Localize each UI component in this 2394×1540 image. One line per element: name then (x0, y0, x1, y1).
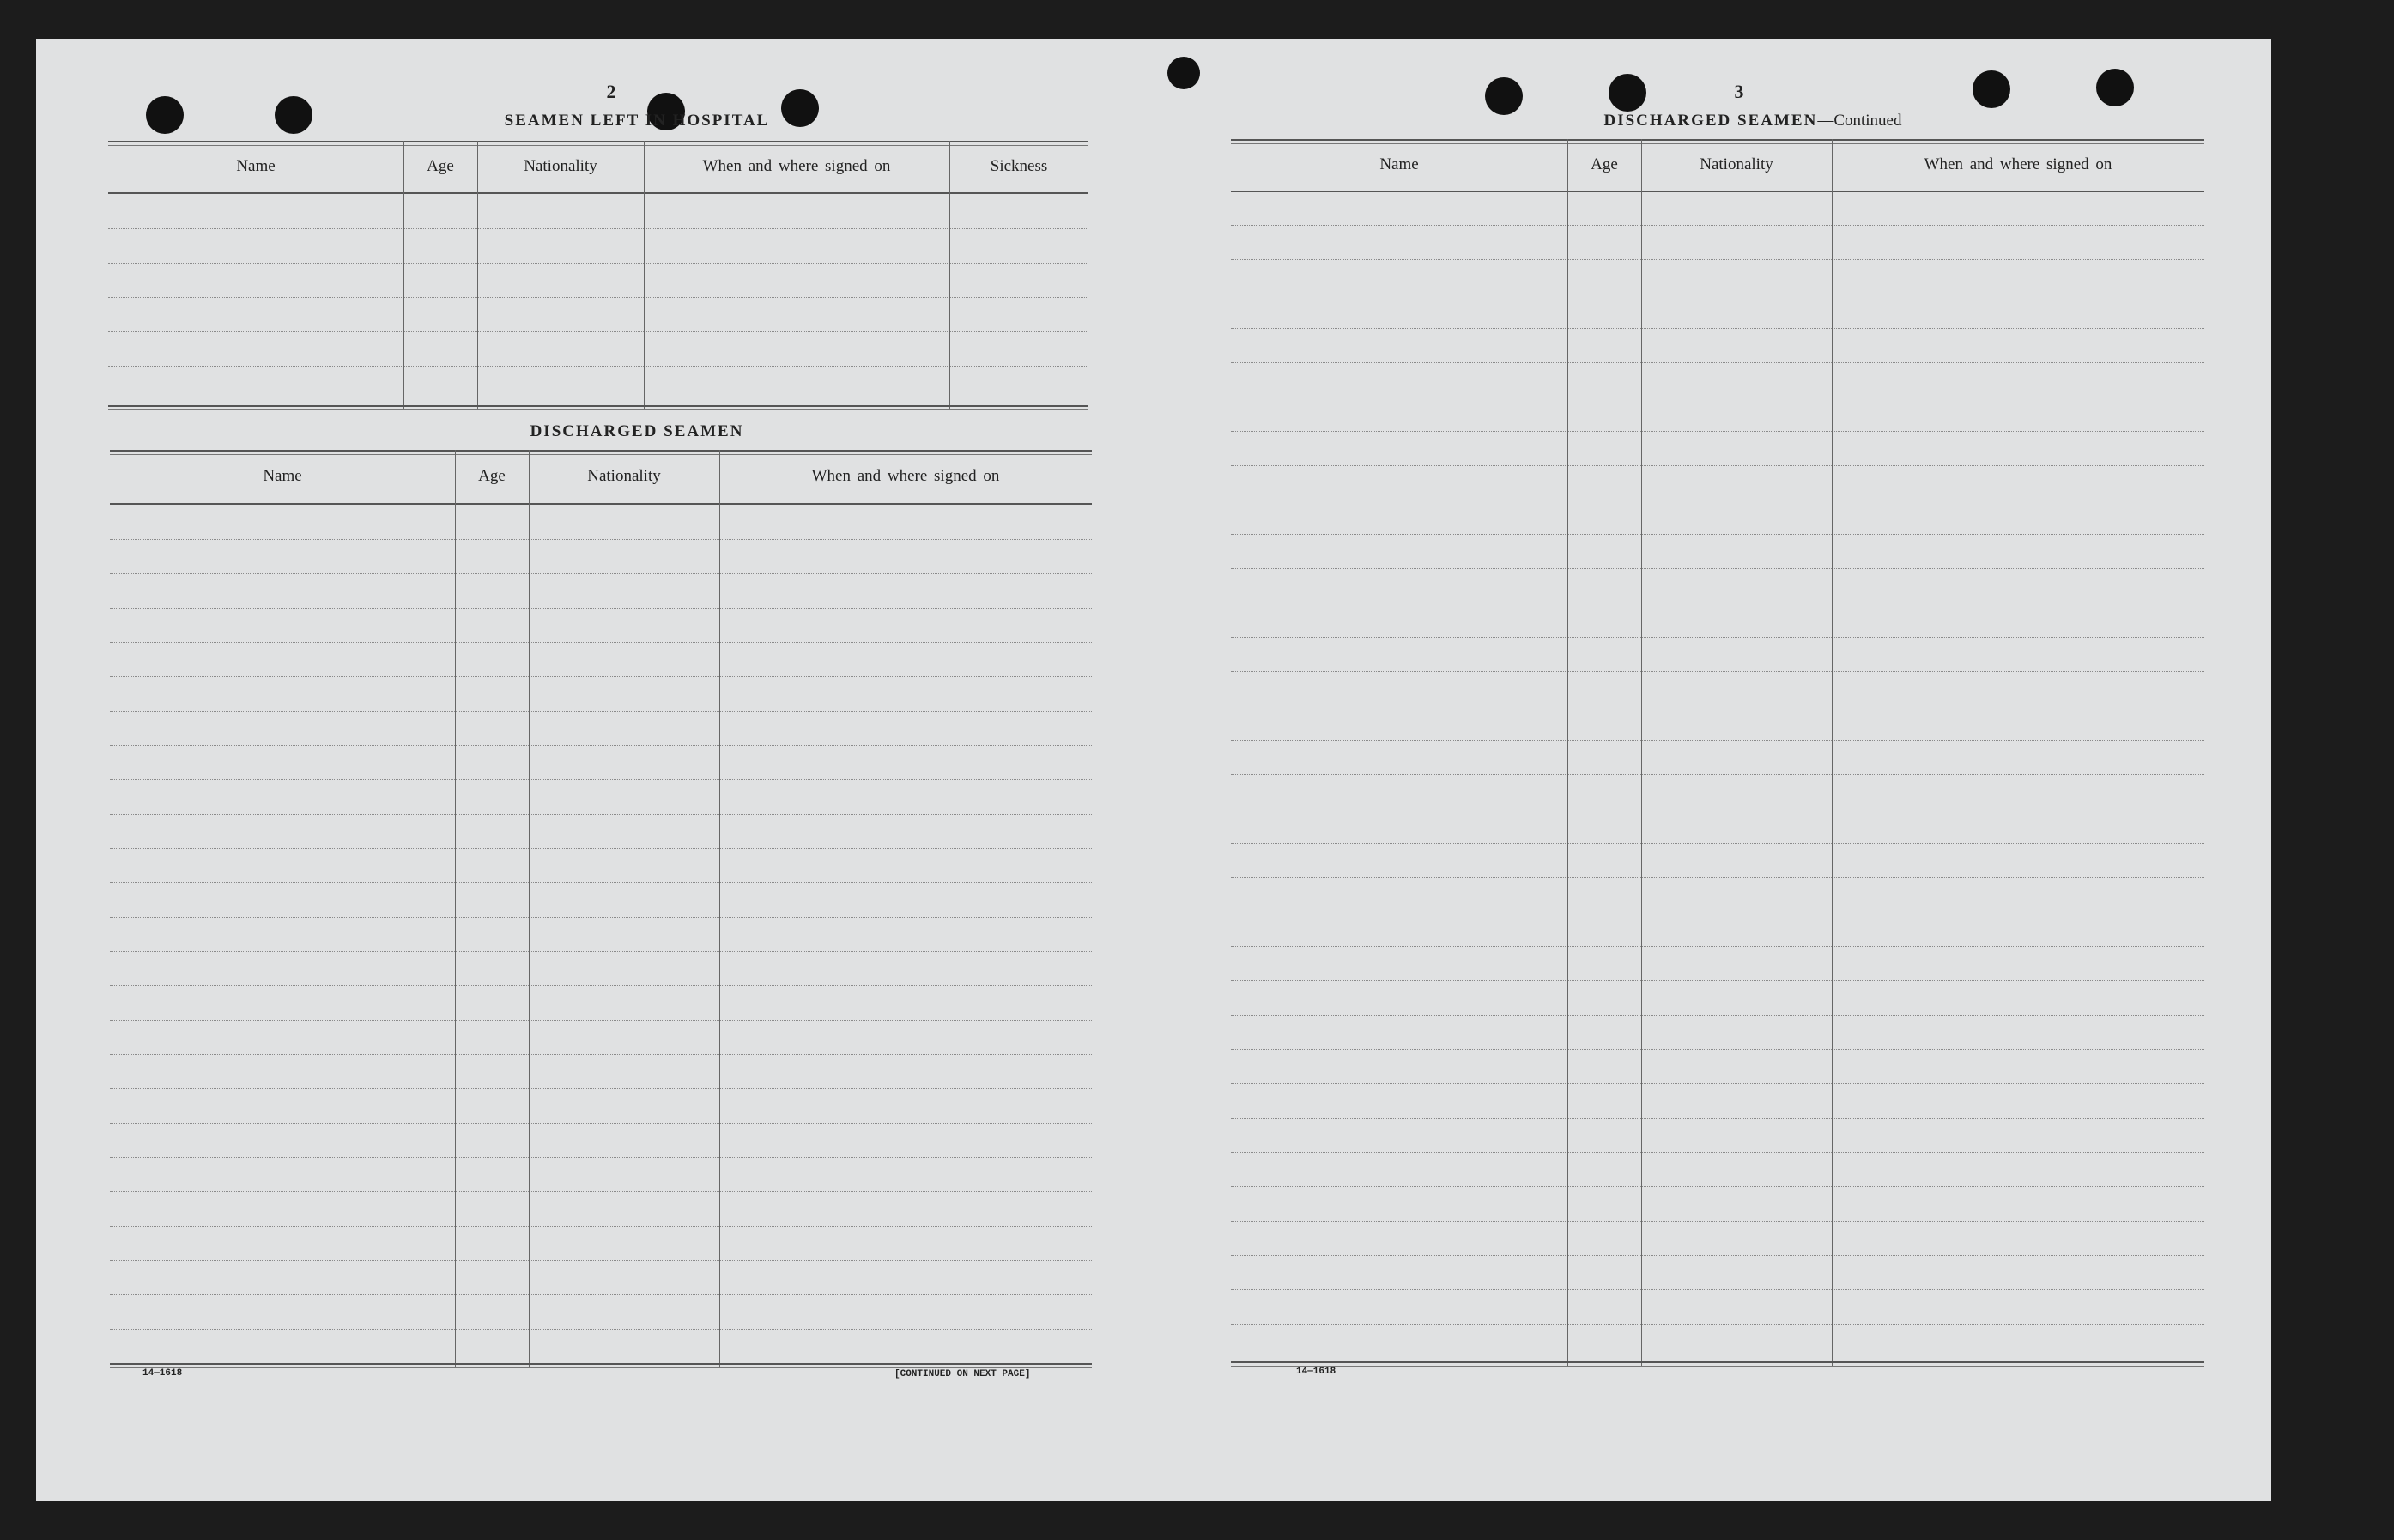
continued-note: [CONTINUED ON NEXT PAGE] (894, 1369, 1031, 1379)
table-row (1231, 225, 2204, 226)
table-row (1231, 431, 2204, 432)
table-row (110, 951, 1092, 952)
table-row (1231, 740, 2204, 741)
page-number: 2 (606, 81, 616, 102)
table-row (110, 814, 1092, 815)
table-row (110, 1020, 1092, 1021)
table-row (110, 1226, 1092, 1227)
discharged-table (110, 450, 1092, 1368)
table-row (108, 297, 1088, 298)
table-row (110, 985, 1092, 986)
column-header-name: Name (263, 467, 302, 485)
table-row (1231, 1015, 2204, 1016)
column-header-name: Name (1379, 155, 1419, 173)
table-row (110, 1294, 1092, 1295)
table-row (1231, 1152, 2204, 1153)
column-header-age: Age (478, 467, 506, 485)
table-row (110, 1054, 1092, 1055)
hospital-table (108, 141, 1088, 410)
column-header-name: Name (236, 157, 276, 175)
table-row (110, 676, 1092, 677)
column-header-when-where-signed-on: When and where signed on (811, 467, 1000, 485)
form-number: 14—1618 (1296, 1367, 1336, 1377)
table-row (110, 779, 1092, 780)
table-row (1231, 1221, 2204, 1222)
table-row (1231, 259, 2204, 260)
section-title-suffix: —Continued (1817, 112, 1902, 130)
table-row (1231, 1186, 2204, 1187)
table-row (1231, 568, 2204, 569)
table-row (110, 573, 1092, 574)
table-row (110, 539, 1092, 540)
discharged-section-title: DISCHARGED SEAMEN (530, 422, 744, 440)
table-row (1231, 362, 2204, 363)
discharged-continued-section-title (1512, 112, 1993, 130)
table-row (110, 711, 1092, 712)
table-row (108, 366, 1088, 367)
table-row (1231, 1289, 2204, 1290)
column-header-when-where-signed-on: When and where signed on (702, 157, 891, 175)
column-header-age: Age (427, 157, 454, 175)
left-page (36, 39, 1152, 1501)
form-sheet (36, 39, 2271, 1501)
table-row (1231, 843, 2204, 844)
right-page (1152, 39, 2271, 1501)
table-row (1231, 637, 2204, 638)
table-row (1231, 1049, 2204, 1050)
table-row (108, 228, 1088, 229)
table-row (110, 1123, 1092, 1124)
table-row (1231, 946, 2204, 947)
table-row (110, 1157, 1092, 1158)
table-row (1231, 1324, 2204, 1325)
table-row (1231, 1083, 2204, 1084)
table-row (110, 1191, 1092, 1192)
table-row (110, 642, 1092, 643)
hospital-section-title: SEAMEN LEFT IN HOSPITAL (504, 112, 770, 130)
table-row (110, 882, 1092, 883)
table-row (108, 263, 1088, 264)
table-row (108, 331, 1088, 332)
column-header-nationality: Nationality (524, 157, 597, 175)
table-row (1231, 980, 2204, 981)
column-header-age: Age (1591, 155, 1618, 173)
table-row (1231, 877, 2204, 878)
table-row (110, 848, 1092, 849)
table-row (110, 745, 1092, 746)
column-header-when-where-signed-on: When and where signed on (1924, 155, 2112, 173)
page-number: 3 (1734, 81, 1744, 102)
table-row (1231, 671, 2204, 672)
table-row (1231, 1118, 2204, 1119)
column-header-sickness: Sickness (990, 157, 1048, 175)
section-title-text: DISCHARGED SEAMEN (1603, 112, 1818, 130)
table-row (1231, 465, 2204, 466)
column-header-nationality: Nationality (587, 467, 661, 485)
table-row (110, 608, 1092, 609)
table-row (1231, 774, 2204, 775)
form-number: 14—1618 (142, 1368, 183, 1379)
column-header-nationality: Nationality (1700, 155, 1773, 173)
table-row (110, 1329, 1092, 1330)
table-row (1231, 328, 2204, 329)
table-row (1231, 1255, 2204, 1256)
table-row (110, 1260, 1092, 1261)
table-row (110, 917, 1092, 918)
table-row (1231, 534, 2204, 535)
table-row (110, 1088, 1092, 1089)
discharged-continued-table (1231, 139, 2204, 1367)
